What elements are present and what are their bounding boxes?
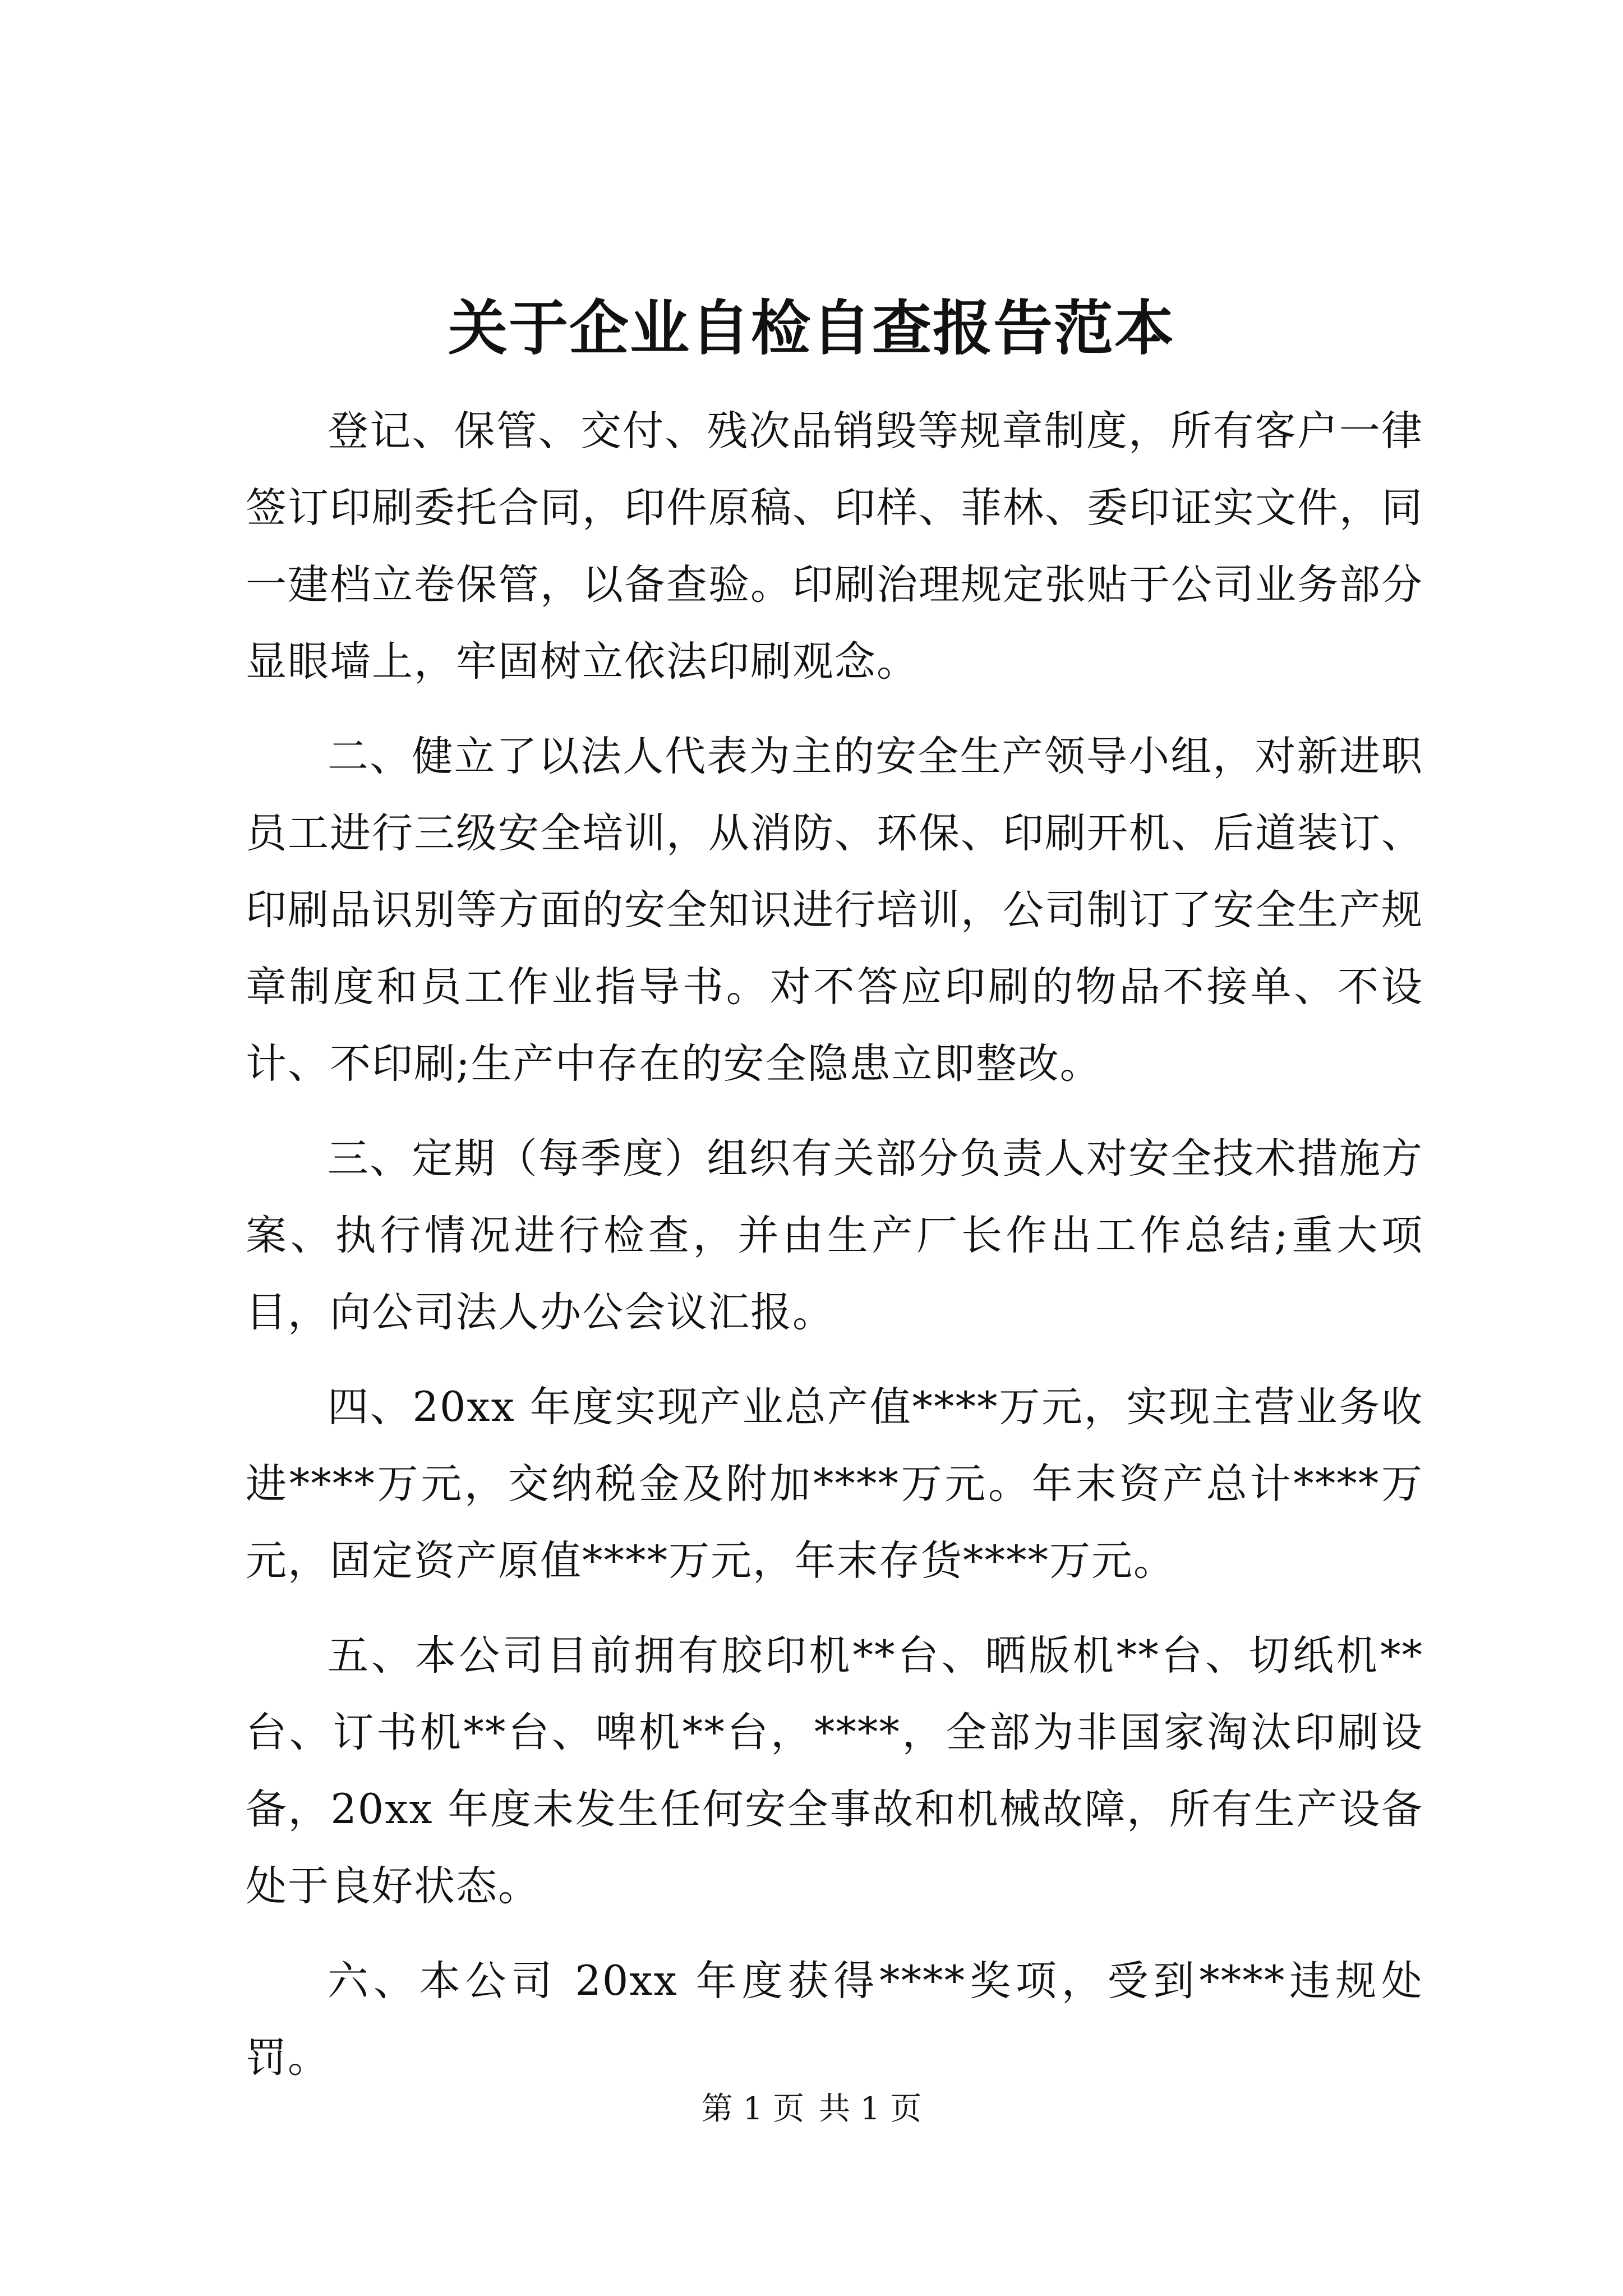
document-title: 关于企业自检自查报告范本 [448, 293, 1175, 363]
paragraph-3: 三、定期（每季度）组织有关部分负责人对安全技术措施方案、执行情况进行检查，并由生产厂长作出工作总结;重大项目，向公司法人办公会议汇报。 [246, 1135, 1423, 1336]
document-body [246, 393, 1423, 2096]
page-total: 共 1 页 [819, 2091, 922, 2127]
page-number: 第 1 页 [701, 2091, 804, 2127]
paragraph-6: 六、本公司 20xx 年度获得****奖项，受到****违规处罚。 [246, 1957, 1423, 2082]
page-footer [0, 2087, 1623, 2132]
paragraph-1: 登记、保管、交付、残次品销毁等规章制度，所有客户一律签订印刷委托合同，印件原稿、印样、菲林、委印证实文件，同一建档立卷保管，以备查验。印刷治理规定张贴于公司业务部分显眼墙上，牢固树立依法印刷观念。 [246, 407, 1423, 685]
paragraph-5: 五、本公司目前拥有胶印机**台、晒版机**台、切纸机**台、订书机**台、啤机**台，****，全部为非国家淘汰印刷设备，20xx 年度未发生任何安全事故和机械故障，所有生产设备处于良好状态。 [246, 1632, 1423, 1910]
paragraph-4: 四、20xx 年度实现产业总产值****万元，实现主营业务收进****万元，交纳税金及附加****万元。年末资产总计****万元，固定资产原值****万元，年末存货****万元。 [246, 1383, 1423, 1585]
paragraph-2: 二、健立了以法人代表为主的安全生产领导小组，对新进职员工进行三级安全培训，从消防、环保、印刷开机、后道装订、印刷品识别等方面的安全知识进行培训，公司制订了安全生产规章制度和员工作业指导书。对不答应印刷的物品不接单、不设计、不印刷;生产中存在的安全隐患立即整改。 [246, 733, 1423, 1088]
